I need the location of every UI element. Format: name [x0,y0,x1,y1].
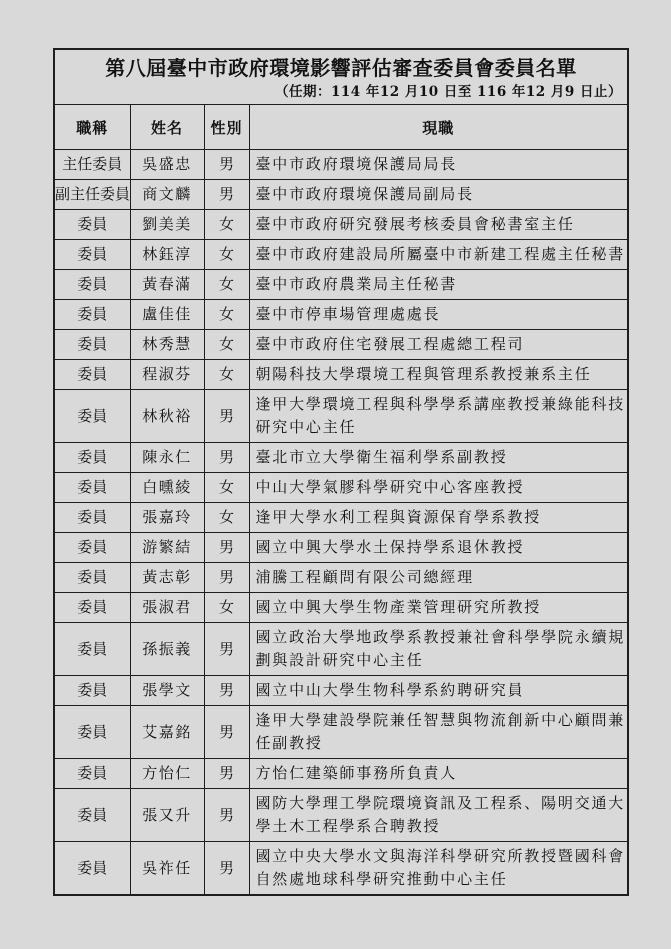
table-row [54,533,628,563]
table-row [54,676,628,706]
table-header-row [54,105,628,150]
cell-gender: 女 [204,473,249,503]
cell-gender: 男 [204,676,249,706]
cell-position: 逢甲大學建設學院兼任智慧與物流創新中心顧問兼任副教授 [249,706,628,759]
cell-title: 委員 [54,473,130,503]
cell-name: 吳祚任 [130,842,204,896]
cell-position: 朝陽科技大學環境工程與管理系教授兼系主任 [249,360,628,390]
cell-title: 主任委員 [54,150,130,180]
cell-name: 張學文 [130,676,204,706]
cell-title: 委員 [54,789,130,842]
cell-position: 方怡仁建築師事務所負責人 [249,759,628,789]
table-row [54,360,628,390]
table-row [54,503,628,533]
column-header-title: 職稱 [54,105,130,150]
cell-gender: 女 [204,593,249,623]
cell-name: 劉美美 [130,210,204,240]
table-row [54,623,628,676]
cell-position: 國立政治大學地政學系教授兼社會科學學院永續規劃與設計研究中心主任 [249,623,628,676]
cell-gender: 男 [204,759,249,789]
cell-position: 臺中市停車場管理處處長 [249,300,628,330]
table-row [54,150,628,180]
cell-gender: 男 [204,842,249,896]
table-row [54,593,628,623]
table-row [54,443,628,473]
table-row [54,789,628,842]
cell-gender: 女 [204,240,249,270]
cell-gender: 女 [204,503,249,533]
cell-title: 委員 [54,330,130,360]
cell-gender: 男 [204,180,249,210]
cell-position: 臺中市政府住宅發展工程處總工程司 [249,330,628,360]
cell-position: 國立中興大學生物產業管理研究所教授 [249,593,628,623]
cell-title: 委員 [54,533,130,563]
cell-position: 臺中市政府建設局所屬臺中市新建工程處主任秘書 [249,240,628,270]
column-header-gender: 性別 [204,105,249,150]
table-row [54,759,628,789]
table-row [54,563,628,593]
cell-gender: 男 [204,533,249,563]
cell-name: 白曛綾 [130,473,204,503]
cell-gender: 男 [204,390,249,443]
cell-gender: 男 [204,563,249,593]
cell-position: 浦騰工程顧問有限公司總經理 [249,563,628,593]
cell-name: 程淑芬 [130,360,204,390]
cell-name: 孫振義 [130,623,204,676]
page-title: 第八屆臺中市政府環境影響評估審查委員會委員名單 [105,56,577,80]
cell-position: 臺中市政府研究發展考核委員會秘書室主任 [249,210,628,240]
cell-position: 國防大學理工學院環境資訊及工程系、陽明交通大學土木工程學系合聘教授 [249,789,628,842]
cell-title: 委員 [54,503,130,533]
cell-name: 方怡仁 [130,759,204,789]
column-header-position: 現職 [249,105,628,150]
table-title-cell [54,49,628,105]
cell-title: 委員 [54,563,130,593]
table-row [54,180,628,210]
cell-name: 吳盛忠 [130,150,204,180]
table-row [54,270,628,300]
committee-table [53,48,629,896]
cell-position: 臺中市政府環境保護局副局長 [249,180,628,210]
cell-position: 逢甲大學水利工程與資源保育學系教授 [249,503,628,533]
cell-title: 委員 [54,300,130,330]
cell-title: 委員 [54,443,130,473]
cell-position: 國立中央大學水文與海洋科學研究所教授暨國科會自然處地球科學研究推動中心主任 [249,842,628,896]
cell-position: 臺中市政府農業局主任秘書 [249,270,628,300]
cell-gender: 女 [204,300,249,330]
cell-gender: 女 [204,360,249,390]
table-row [54,300,628,330]
cell-position: 臺北市立大學衛生福利學系副教授 [249,443,628,473]
cell-gender: 女 [204,270,249,300]
cell-gender: 男 [204,150,249,180]
cell-title: 委員 [54,240,130,270]
table-row [54,330,628,360]
cell-gender: 男 [204,706,249,759]
cell-title: 委員 [54,210,130,240]
cell-position: 中山大學氣膠科學研究中心客座教授 [249,473,628,503]
cell-name: 張淑君 [130,593,204,623]
column-header-name: 姓名 [130,105,204,150]
table-row [54,473,628,503]
cell-title: 委員 [54,270,130,300]
cell-name: 黃春滿 [130,270,204,300]
cell-title: 委員 [54,706,130,759]
table-title-row [54,49,628,105]
cell-name: 艾嘉銘 [130,706,204,759]
table-row [54,390,628,443]
cell-gender: 男 [204,789,249,842]
cell-title: 委員 [54,842,130,896]
cell-title: 委員 [54,593,130,623]
cell-name: 張嘉玲 [130,503,204,533]
cell-name: 張又升 [130,789,204,842]
cell-gender: 女 [204,330,249,360]
cell-name: 林秀慧 [130,330,204,360]
cell-name: 陳永仁 [130,443,204,473]
page-subtitle-term: （任期：114 年12 月10 日至 116 年12 月9 日止） [274,84,622,100]
table-row [54,842,628,896]
table-row [54,706,628,759]
cell-title: 委員 [54,676,130,706]
cell-title: 委員 [54,759,130,789]
cell-gender: 女 [204,210,249,240]
table-row [54,240,628,270]
cell-position: 國立中興大學水土保持學系退休教授 [249,533,628,563]
cell-name: 林鈺淳 [130,240,204,270]
cell-name: 游繁結 [130,533,204,563]
cell-title: 副主任委員 [54,180,130,210]
cell-name: 林秋裕 [130,390,204,443]
cell-title: 委員 [54,623,130,676]
cell-gender: 男 [204,443,249,473]
cell-name: 商文麟 [130,180,204,210]
cell-gender: 男 [204,623,249,676]
cell-name: 黃志彰 [130,563,204,593]
cell-position: 臺中市政府環境保護局局長 [249,150,628,180]
cell-name: 盧佳佳 [130,300,204,330]
cell-title: 委員 [54,360,130,390]
table-row [54,210,628,240]
cell-position: 逢甲大學環境工程與科學學系講座教授兼綠能科技研究中心主任 [249,390,628,443]
cell-position: 國立中山大學生物科學系約聘研究員 [249,676,628,706]
member-table-body [54,150,628,896]
cell-title: 委員 [54,390,130,443]
